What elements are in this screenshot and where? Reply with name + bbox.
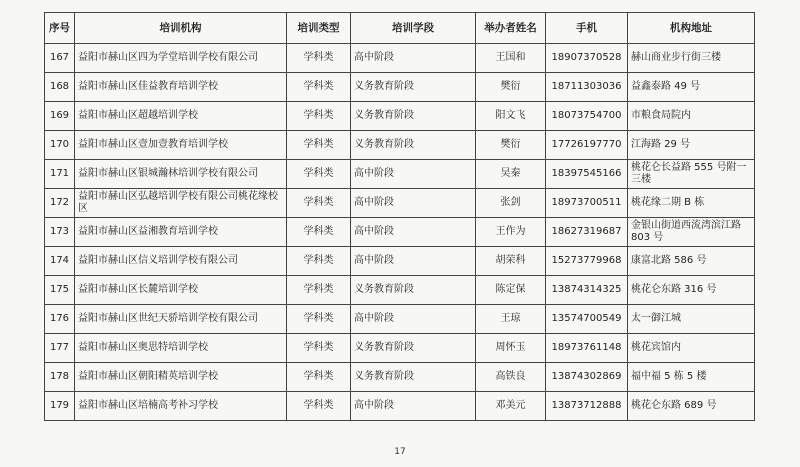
training-stage-cell: 义务教育阶段 — [351, 131, 476, 160]
row-seq-cell: 171 — [45, 160, 75, 189]
training-stage-cell: 高中阶段 — [351, 305, 476, 334]
organizer-name-cell: 王作为 — [476, 218, 546, 247]
institution-name-cell: 益阳市赫山区弘越培训学校有限公司桃花缘校区 — [75, 189, 287, 218]
row-seq-cell: 179 — [45, 392, 75, 421]
training-type-cell: 学科类 — [287, 276, 351, 305]
header-organizer: 举办者姓名 — [476, 13, 546, 44]
training-stage-cell: 高中阶段 — [351, 160, 476, 189]
training-type-cell: 学科类 — [287, 189, 351, 218]
training-stage-cell: 义务教育阶段 — [351, 334, 476, 363]
header-type: 培训类型 — [287, 13, 351, 44]
training-stage-cell: 高中阶段 — [351, 247, 476, 276]
organizer-name-cell: 胡荣科 — [476, 247, 546, 276]
table-row — [45, 363, 755, 392]
phone-cell: 13874302869 — [546, 363, 628, 392]
training-stage-cell: 义务教育阶段 — [351, 363, 476, 392]
address-cell: 赫山商业步行街三楼 — [628, 44, 755, 73]
organizer-name-cell: 王琼 — [476, 305, 546, 334]
institution-name-cell: 益阳市赫山区培楠高考补习学校 — [75, 392, 287, 421]
table-row — [45, 73, 755, 102]
phone-cell: 18973700511 — [546, 189, 628, 218]
training-stage-cell: 高中阶段 — [351, 392, 476, 421]
organizer-name-cell: 周怀玉 — [476, 334, 546, 363]
training-type-cell: 学科类 — [287, 44, 351, 73]
address-cell: 市粮食局院内 — [628, 102, 755, 131]
header-institution: 培训机构 — [75, 13, 287, 44]
table-row — [45, 392, 755, 421]
training-stage-cell: 义务教育阶段 — [351, 73, 476, 102]
institution-name-cell: 益阳市赫山区银城瀚林培训学校有限公司 — [75, 160, 287, 189]
phone-cell: 18073754700 — [546, 102, 628, 131]
table-row — [45, 102, 755, 131]
institution-name-cell: 益阳市赫山区世纪天骄培训学校有限公司 — [75, 305, 287, 334]
training-type-cell: 学科类 — [287, 102, 351, 131]
phone-cell: 18973761148 — [546, 334, 628, 363]
row-seq-cell: 174 — [45, 247, 75, 276]
training-institution-table — [44, 12, 755, 421]
address-cell: 康富北路 586 号 — [628, 247, 755, 276]
training-type-cell: 学科类 — [287, 392, 351, 421]
header-phone: 手机 — [546, 13, 628, 44]
training-type-cell: 学科类 — [287, 73, 351, 102]
training-type-cell: 学科类 — [287, 334, 351, 363]
phone-cell: 18907370528 — [546, 44, 628, 73]
address-cell: 桃花仑东路 689 号 — [628, 392, 755, 421]
table-row — [45, 218, 755, 247]
training-stage-cell: 高中阶段 — [351, 189, 476, 218]
institution-name-cell: 益阳市赫山区四为学堂培训学校有限公司 — [75, 44, 287, 73]
table-row — [45, 305, 755, 334]
row-seq-cell: 176 — [45, 305, 75, 334]
phone-cell: 13574700549 — [546, 305, 628, 334]
phone-cell: 18627319687 — [546, 218, 628, 247]
address-cell: 金银山街道西流湾滨江路 803 号 — [628, 218, 755, 247]
address-cell: 桃花仑东路 316 号 — [628, 276, 755, 305]
training-type-cell: 学科类 — [287, 131, 351, 160]
training-type-cell: 学科类 — [287, 160, 351, 189]
training-stage-cell: 高中阶段 — [351, 44, 476, 73]
row-seq-cell: 173 — [45, 218, 75, 247]
header-stage: 培训学段 — [351, 13, 476, 44]
address-cell: 太一御江城 — [628, 305, 755, 334]
phone-cell: 13874314325 — [546, 276, 628, 305]
phone-cell: 18711303036 — [546, 73, 628, 102]
address-cell: 桃花缘二期 B 栋 — [628, 189, 755, 218]
organizer-name-cell: 阳文飞 — [476, 102, 546, 131]
institution-name-cell: 益阳市赫山区奥思特培训学校 — [75, 334, 287, 363]
row-seq-cell: 177 — [45, 334, 75, 363]
organizer-name-cell: 樊衍 — [476, 131, 546, 160]
table-body — [45, 44, 755, 421]
training-type-cell: 学科类 — [287, 305, 351, 334]
training-type-cell: 学科类 — [287, 247, 351, 276]
organizer-name-cell: 张剑 — [476, 189, 546, 218]
row-seq-cell: 172 — [45, 189, 75, 218]
table-row — [45, 189, 755, 218]
row-seq-cell: 168 — [45, 73, 75, 102]
address-cell: 桃花宾馆内 — [628, 334, 755, 363]
phone-cell: 18397545166 — [546, 160, 628, 189]
organizer-name-cell: 邓美元 — [476, 392, 546, 421]
table-header-row — [45, 13, 755, 44]
table-row — [45, 334, 755, 363]
institution-name-cell: 益阳市赫山区佳益教育培训学校 — [75, 73, 287, 102]
phone-cell: 15273779968 — [546, 247, 628, 276]
training-type-cell: 学科类 — [287, 218, 351, 247]
institution-name-cell: 益阳市赫山区长麓培训学校 — [75, 276, 287, 305]
organizer-name-cell: 樊衍 — [476, 73, 546, 102]
training-stage-cell: 义务教育阶段 — [351, 276, 476, 305]
table-row — [45, 131, 755, 160]
phone-cell: 13873712888 — [546, 392, 628, 421]
row-seq-cell: 169 — [45, 102, 75, 131]
institution-name-cell: 益阳市赫山区壹加壹教育培训学校 — [75, 131, 287, 160]
address-cell: 桃花仑长益路 555 号附一三楼 — [628, 160, 755, 189]
page-number: 17 — [394, 447, 406, 457]
table-row — [45, 160, 755, 189]
address-cell: 福中福 5 栋 5 楼 — [628, 363, 755, 392]
address-cell: 江海路 29 号 — [628, 131, 755, 160]
table-row — [45, 247, 755, 276]
organizer-name-cell: 高铁良 — [476, 363, 546, 392]
institution-name-cell: 益阳市赫山区益湘教育培训学校 — [75, 218, 287, 247]
organizer-name-cell: 王国和 — [476, 44, 546, 73]
institution-name-cell: 益阳市赫山区信义培训学校有限公司 — [75, 247, 287, 276]
training-stage-cell: 高中阶段 — [351, 218, 476, 247]
header-seq: 序号 — [45, 13, 75, 44]
table-row — [45, 44, 755, 73]
training-type-cell: 学科类 — [287, 363, 351, 392]
row-seq-cell: 175 — [45, 276, 75, 305]
institution-name-cell: 益阳市赫山区朝阳精英培训学校 — [75, 363, 287, 392]
table-row — [45, 276, 755, 305]
training-stage-cell: 义务教育阶段 — [351, 102, 476, 131]
institution-name-cell: 益阳市赫山区超越培训学校 — [75, 102, 287, 131]
organizer-name-cell: 吴秦 — [476, 160, 546, 189]
row-seq-cell: 167 — [45, 44, 75, 73]
organizer-name-cell: 陈定保 — [476, 276, 546, 305]
row-seq-cell: 170 — [45, 131, 75, 160]
row-seq-cell: 178 — [45, 363, 75, 392]
address-cell: 益鑫泰路 49 号 — [628, 73, 755, 102]
header-address: 机构地址 — [628, 13, 755, 44]
phone-cell: 17726197770 — [546, 131, 628, 160]
